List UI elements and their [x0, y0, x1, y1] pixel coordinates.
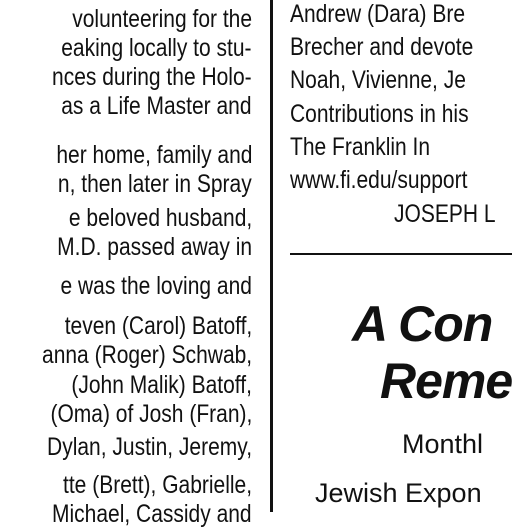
ad-headline: Reme: [380, 353, 512, 409]
text-line: Contributions in his: [290, 100, 469, 128]
ad-subtitle: Monthl: [402, 429, 484, 459]
text-line: teven (Carol) Batoff,: [64, 312, 252, 340]
text-line: (John Malik) Batoff,: [71, 371, 252, 399]
obituary-left-column: [0, 0, 252, 528]
text-line: www.fi.edu/support: [290, 166, 468, 194]
text-line: n, then later in Spray: [58, 170, 252, 198]
section-divider: [290, 253, 512, 255]
text-line: Dylan, Justin, Jeremy,: [46, 433, 252, 461]
text-line: tte (Brett), Gabrielle,: [62, 471, 252, 499]
text-line: volunteering for the: [72, 5, 252, 33]
text-line: The Franklin In: [290, 133, 431, 161]
text-line: (Oma) of Josh (Fran),: [50, 400, 252, 428]
ad-subtitle: Jewish Expon: [315, 478, 482, 508]
text-line: eaking locally to stu-: [61, 34, 252, 62]
right-column: [290, 0, 512, 512]
text-line: e was the loving and: [60, 272, 252, 300]
text-line: nces during the Holo-: [52, 63, 252, 91]
text-line: Michael, Cassidy and: [52, 500, 252, 528]
ad-headline: A Con: [352, 296, 493, 352]
text-line: her home, family and: [55, 141, 252, 169]
obituary-signature: JOSEPH L: [394, 200, 496, 228]
text-line: M.D. passed away in: [57, 233, 252, 261]
text-line: Noah, Vivienne, Je: [290, 66, 466, 94]
text-line: anna (Roger) Schwab,: [41, 341, 252, 369]
text-line: Brecher and devote: [290, 33, 474, 61]
text-line: Andrew (Dara) Bre: [290, 0, 466, 28]
text-line: e beloved husband,: [68, 204, 252, 232]
column-divider: [270, 0, 273, 512]
text-line: as a Life Master and: [61, 92, 252, 120]
